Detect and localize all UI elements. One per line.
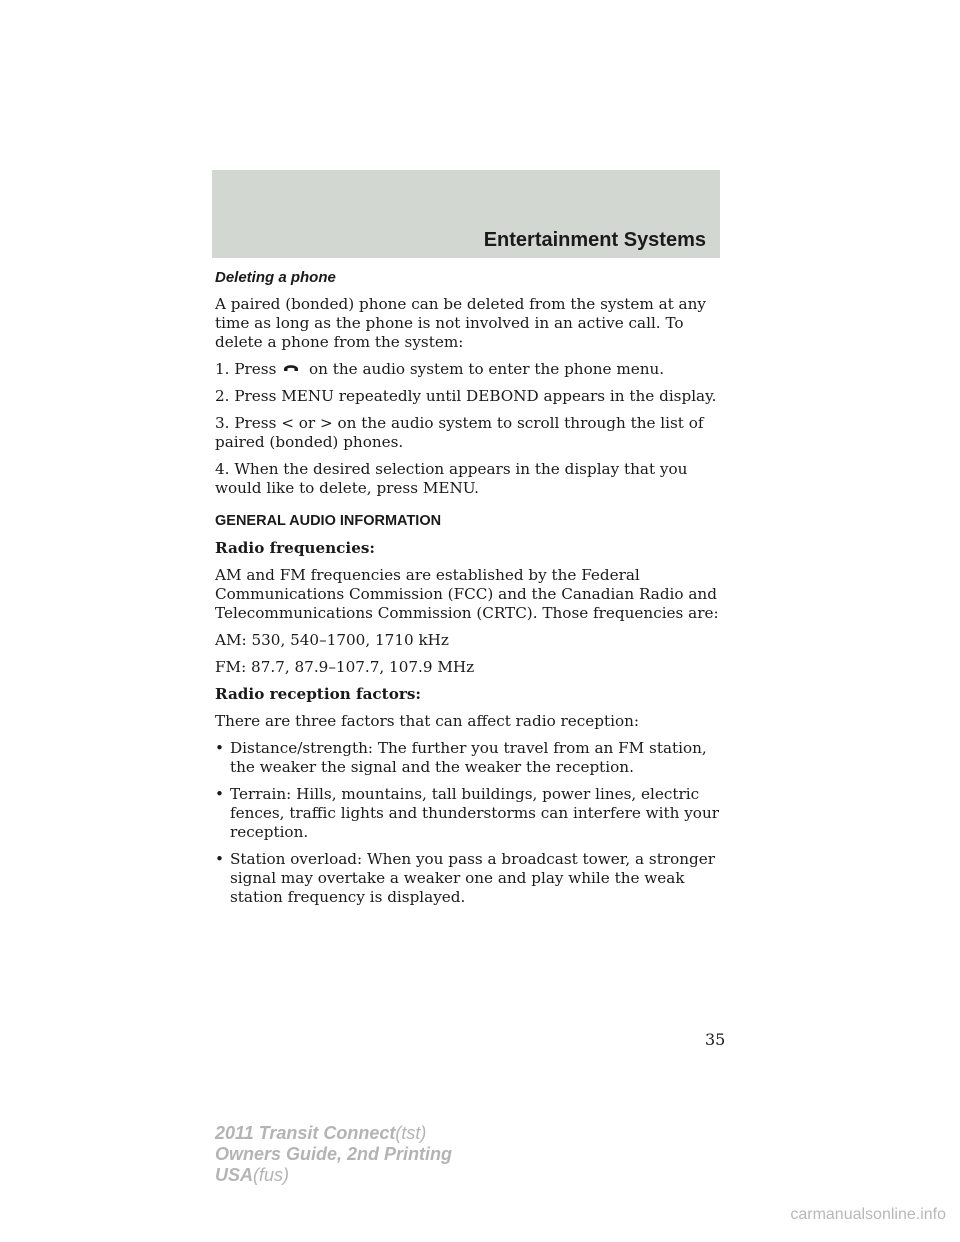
radio-frequencies-text: AM and FM frequencies are established by the Federal Communications Commission (FCC) and the Canadian Radio and Telecommunications Commission (CRTC). Those frequencies are: — [215, 566, 719, 622]
footer-market: USA — [215, 1165, 254, 1185]
list-item — [215, 785, 725, 842]
fm-frequencies: FM: 87.7, 87.9–107.7, 107.9 MHz — [215, 658, 475, 676]
footer-imprint — [215, 1123, 452, 1186]
factor-text: Distance/strength: The further you travel from an FM station, the weaker the signal and the weaker the reception. — [230, 739, 707, 776]
factor-text: Station overload: When you pass a broadcast tower, a stronger signal may overtake a weaker one and play while the weak station frequency is displayed. — [230, 850, 715, 906]
step-1-suffix: on the audio system to enter the phone menu. — [309, 360, 665, 378]
step-1-prefix: 1. Press — [215, 360, 277, 378]
deleting-phone-heading: Deleting a phone — [215, 269, 336, 286]
factor-text: Terrain: Hills, mountains, tall buildings, power lines, electric fences, traffic lights and thunderstorms can interfere with your reception. — [230, 785, 719, 841]
radio-reception-label: Radio reception factors: — [215, 685, 421, 703]
footer-model: 2011 Transit Connect — [215, 1123, 396, 1143]
bullet: • — [215, 785, 224, 803]
bullet: • — [215, 850, 224, 868]
reception-factors-list — [215, 739, 725, 907]
am-frequencies: AM: 530, 540–1700, 1710 kHz — [215, 631, 449, 649]
footer-model-code: (tst) — [395, 1123, 427, 1143]
radio-reception-intro: There are three factors that can affect radio reception: — [215, 712, 640, 730]
watermark: carmanualsonline.info — [790, 1206, 946, 1223]
general-audio-heading: GENERAL AUDIO INFORMATION — [215, 513, 442, 529]
step-1 — [215, 360, 725, 379]
deleting-phone-intro: A paired (bonded) phone can be deleted from the system at any time as long as the phone is not involved in an active call. To delete a phone from the system: — [215, 295, 706, 351]
footer-line-3 — [215, 1165, 452, 1186]
list-item — [215, 739, 725, 777]
footer-edition: Owners Guide, 2nd Printing — [215, 1144, 453, 1164]
page-number: 35 — [705, 1030, 726, 1049]
radio-frequencies-label: Radio frequencies: — [215, 539, 376, 557]
footer-market-code: (fus) — [253, 1165, 290, 1185]
footer-line-1 — [215, 1123, 452, 1144]
phone-handset-icon — [282, 361, 300, 375]
section-title: Entertainment Systems — [483, 229, 706, 251]
step-2: 2. Press MENU repeatedly until DEBOND appears in the display. — [215, 387, 717, 405]
list-item — [215, 850, 725, 907]
footer-line-2 — [215, 1144, 452, 1165]
page-content — [215, 268, 725, 915]
section-header-band — [212, 170, 720, 258]
step-4: 4. When the desired selection appears in the display that you would like to delete, press MENU. — [215, 460, 688, 497]
bullet: • — [215, 739, 224, 757]
step-3: 3. Press < or > on the audio system to scroll through the list of paired (bonded) phones. — [215, 414, 704, 451]
